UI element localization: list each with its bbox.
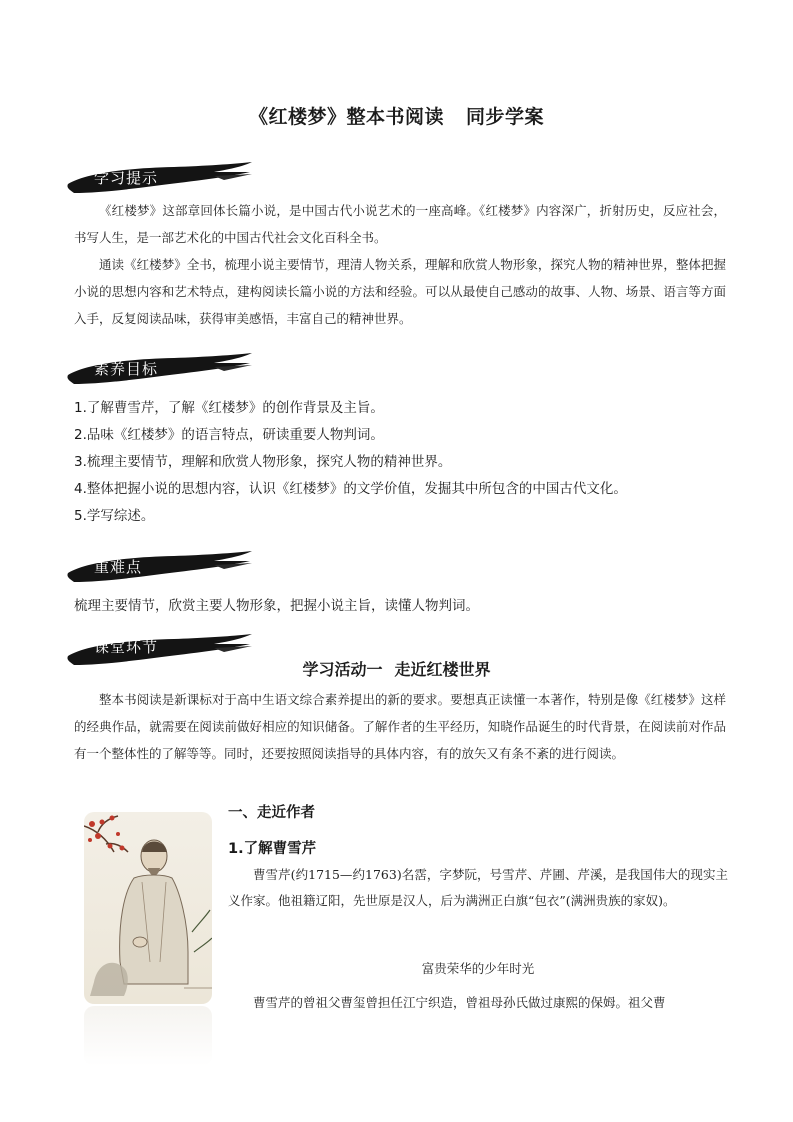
author-bio-continued: 曹雪芹的曾祖父曹玺曾担任江宁织造，曾祖母孙氏做过康熙的保姆。祖父曹 — [253, 995, 666, 1010]
section-banner-key-points — [64, 549, 254, 585]
section-label: 重难点 — [94, 558, 143, 576]
author-portrait-image — [84, 812, 212, 1004]
activity-title — [0, 657, 793, 680]
activity-number: 学习活动一 — [302, 660, 383, 679]
activity-name: 走近红楼世界 — [394, 660, 491, 679]
goal-item: 2.品味《红楼梦》的语言特点，研读重要人物判词。 — [74, 427, 384, 443]
brush-stroke-icon — [64, 351, 254, 387]
title-sub: 同步学案 — [466, 106, 545, 128]
page-title — [0, 102, 793, 129]
section-banner-tips — [64, 160, 254, 196]
author-bio: 曹雪芹(约1715—约1763)名霑，字梦阮，号雪芹、芹圃、芹溪，是我国伟大的现实主义作家。他祖籍辽阳，先世原是汉人，后为满洲正白旗“包衣”(满洲贵族的家奴)。 — [228, 867, 728, 908]
brush-stroke-icon — [64, 549, 254, 585]
heading-author: 一、走近作者 — [228, 805, 315, 821]
bio-subheading: 富贵荣华的少年时光 — [421, 961, 535, 976]
portrait-illustration — [84, 812, 212, 1004]
portrait-reflection — [84, 1006, 212, 1066]
goal-item: 4.整体把握小说的思想内容，认识《红楼梦》的文学价值，发掘其中所包含的中国古代文化。 — [74, 481, 627, 497]
goal-item: 1.了解曹雪芹，了解《红楼梦》的创作背景及主旨。 — [74, 400, 384, 416]
tips-paragraph-2: 通读《红楼梦》全书，梳理小说主要情节，理清人物关系，理解和欣赏人物形象，探究人物的精神世界，整体把握小说的思想内容和艺术特点，建构阅读长篇小说的方法和经验。可以从最使自己感动的故事、人物、场景、语言等方面入手，反复阅读品味，获得审美感悟，丰富自己的精神世界。 — [74, 257, 726, 326]
section-label: 学习提示 — [94, 169, 159, 187]
title-main: 《红楼梦》整本书阅读 — [248, 106, 444, 128]
heading-cao-xueqin: 1.了解曹雪芹 — [228, 841, 317, 857]
section-label: 课堂环节 — [94, 638, 159, 656]
brush-stroke-icon — [64, 160, 254, 196]
goal-item: 3.梳理主要情节，理解和欣赏人物形象，探究人物的精神世界。 — [74, 454, 452, 470]
section-banner-goals — [64, 351, 254, 387]
classroom-intro: 整本书阅读是新课标对于高中生语文综合素养提出的新的要求。要想真正读懂一本著作，特别是像《红楼梦》这样的经典作品，就需要在阅读前做好相应的知识储备。了解作者的生平经历，知晓作品诞生的时代背景，在阅读前对作品有一个整体性的了解等等。同时，还要按照阅读指导的具体内容，有的放矢又有条不紊的进行阅读。 — [74, 692, 726, 761]
goal-item: 5.学写综述。 — [74, 508, 155, 524]
key-points-text: 梳理主要情节，欣赏主要人物形象，把握小说主旨，读懂人物判词。 — [74, 598, 479, 614]
tips-paragraph-1: 《红楼梦》这部章回体长篇小说，是中国古代小说艺术的一座高峰。《红楼梦》内容深广，折射历史，反应社会，书写人生，是一部艺术化的中国古代社会文化百科全书。 — [74, 203, 726, 245]
section-label: 素养目标 — [94, 360, 159, 378]
